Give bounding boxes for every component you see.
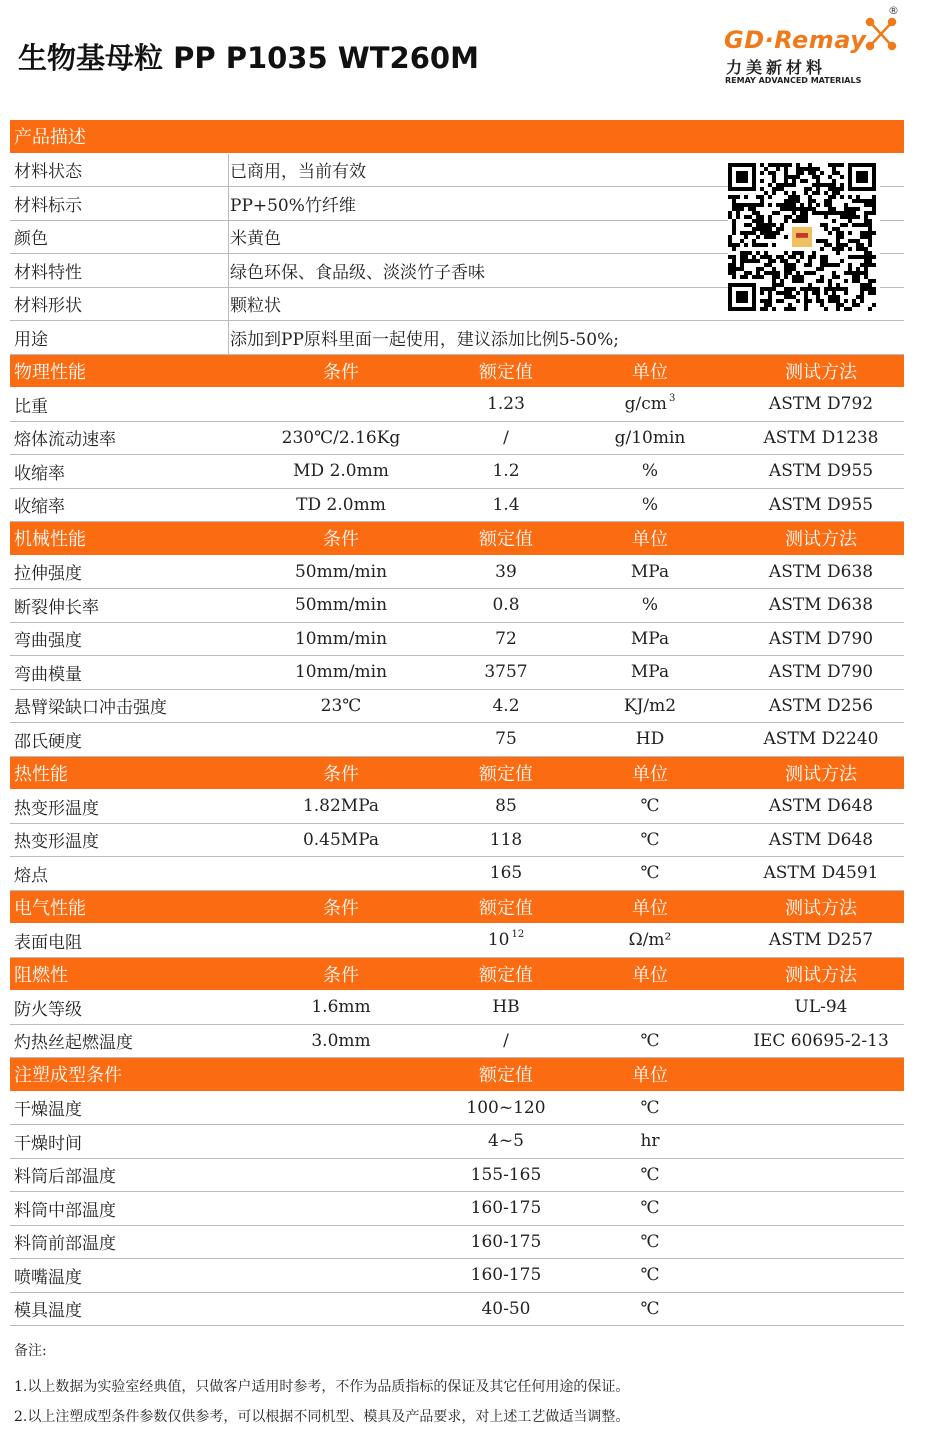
table-row bbox=[10, 1092, 904, 1126]
property-name: 热变形温度 bbox=[14, 798, 99, 819]
rated-value-text: 155-165 bbox=[470, 1164, 542, 1185]
section-header-description bbox=[10, 120, 904, 154]
rated-value bbox=[456, 455, 556, 488]
column-header-condition: 条件 bbox=[323, 763, 359, 785]
table-row bbox=[10, 857, 904, 891]
section-title: 注塑成型条件 bbox=[14, 1065, 122, 1087]
unit bbox=[580, 1025, 720, 1058]
unit bbox=[580, 1259, 720, 1292]
column-header-rated: 额定值 bbox=[479, 897, 533, 919]
table-row bbox=[10, 1226, 904, 1260]
table-row bbox=[10, 1259, 904, 1293]
property-name: 收缩率 bbox=[14, 497, 65, 518]
section-header-thermal bbox=[10, 757, 904, 791]
test-method: ASTM D1238 bbox=[763, 427, 879, 448]
column-divider bbox=[228, 187, 229, 220]
notes-heading: 备注: bbox=[14, 1343, 47, 1359]
rated-value-text: 118 bbox=[489, 829, 523, 850]
rated-value bbox=[456, 1192, 556, 1225]
test-method: ASTM D648 bbox=[768, 796, 874, 817]
unit bbox=[580, 455, 720, 488]
rated-value bbox=[456, 1159, 556, 1192]
unit-text: ℃ bbox=[640, 1097, 660, 1118]
column-header-rated: 额定值 bbox=[479, 361, 533, 383]
test-method: ASTM D790 bbox=[768, 662, 874, 683]
test-condition: 1.82MPa bbox=[302, 796, 380, 817]
property-name: 灼热丝起燃温度 bbox=[14, 1033, 133, 1054]
column-header-unit: 单位 bbox=[632, 763, 668, 785]
table-row bbox=[10, 790, 904, 824]
unit-text: MPa bbox=[630, 561, 670, 582]
property-label: 材料状态 bbox=[14, 162, 82, 183]
test-condition: 1.6mm bbox=[311, 997, 371, 1018]
unit bbox=[580, 857, 720, 890]
column-header-rated: 额定值 bbox=[479, 763, 533, 785]
unit-text: g/10min bbox=[614, 427, 686, 448]
unit bbox=[580, 1293, 720, 1326]
rated-value bbox=[456, 422, 556, 455]
table-row bbox=[10, 422, 904, 456]
rated-value bbox=[456, 623, 556, 656]
column-header-condition: 条件 bbox=[323, 529, 359, 551]
rated-value-text: HB bbox=[492, 997, 520, 1018]
table-row bbox=[10, 690, 904, 724]
property-name: 喷嘴温度 bbox=[14, 1267, 82, 1288]
rated-value-text: 85 bbox=[495, 796, 517, 817]
test-method: ASTM D2240 bbox=[763, 729, 879, 750]
note-line-1: 1.以上数据为实验室经典值，只做客户适用时参考，不作为品质指标的保证及其它任何用途的保证。 bbox=[14, 1379, 630, 1395]
test-method: ASTM D790 bbox=[768, 628, 874, 649]
rated-value bbox=[456, 589, 556, 622]
unit-text: ℃ bbox=[640, 796, 660, 817]
column-header-rated: 额定值 bbox=[479, 1065, 533, 1087]
test-condition bbox=[226, 924, 456, 957]
section-header-physical bbox=[10, 355, 904, 389]
property-name: 弯曲模量 bbox=[14, 664, 82, 685]
test-condition: TD 2.0mm bbox=[296, 494, 386, 515]
test-condition bbox=[226, 723, 456, 756]
unit bbox=[580, 824, 720, 857]
column-header-unit: 单位 bbox=[632, 529, 668, 551]
test-condition: 230℃/2.16Kg bbox=[281, 427, 401, 448]
column-divider bbox=[228, 288, 229, 321]
table-row bbox=[10, 455, 904, 489]
test-method: ASTM D955 bbox=[768, 461, 874, 482]
unit-text: Ω/m² bbox=[628, 930, 672, 951]
test-method: ASTM D955 bbox=[768, 494, 874, 515]
property-name: 比重 bbox=[14, 396, 48, 417]
rated-value bbox=[456, 1025, 556, 1058]
unit-text: % bbox=[641, 595, 659, 616]
section-header-electrical bbox=[10, 891, 904, 925]
qr-code bbox=[728, 163, 880, 311]
column-divider bbox=[228, 321, 229, 354]
column-header-unit: 单位 bbox=[632, 361, 668, 383]
unit-text: % bbox=[641, 461, 659, 482]
property-name: 拉伸强度 bbox=[14, 564, 82, 585]
rated-value-text: 160-175 bbox=[470, 1231, 542, 1252]
test-condition: 10mm/min bbox=[294, 662, 388, 683]
column-header-unit: 单位 bbox=[632, 897, 668, 919]
unit bbox=[580, 1125, 720, 1158]
test-method: ASTM D648 bbox=[768, 829, 874, 850]
unit bbox=[580, 723, 720, 756]
test-condition: 3.0mm bbox=[311, 1030, 371, 1051]
rated-value bbox=[456, 556, 556, 589]
registered-mark: ® bbox=[888, 4, 899, 17]
note-line-2: 2.以上注塑成型条件参数仅供参考，可以根据不同机型、模具及产品要求，对上述工艺做适当调整。 bbox=[14, 1409, 630, 1425]
rated-value bbox=[456, 1226, 556, 1259]
property-label: 材料标示 bbox=[14, 195, 82, 216]
rated-value-text: 165 bbox=[489, 863, 523, 884]
table-row bbox=[10, 556, 904, 590]
unit bbox=[580, 656, 720, 689]
test-condition bbox=[226, 388, 456, 421]
test-method: ASTM D257 bbox=[768, 930, 874, 951]
property-value: 绿色环保、食品级、淡淡竹子香味 bbox=[230, 262, 485, 283]
description-row bbox=[10, 321, 904, 355]
rated-value-text: 75 bbox=[495, 729, 517, 750]
test-condition: MD 2.0mm bbox=[293, 461, 389, 482]
property-name: 料筒前部温度 bbox=[14, 1234, 116, 1255]
unit bbox=[580, 489, 720, 522]
logo-chinese-name: 力美新材料 bbox=[726, 58, 827, 77]
logo-english-name: REMAY ADVANCED MATERIALS bbox=[725, 76, 862, 85]
unit-exponent: 3 bbox=[668, 392, 676, 404]
unit-text: MPa bbox=[630, 628, 670, 649]
unit bbox=[580, 690, 720, 723]
column-header-method: 测试方法 bbox=[785, 361, 857, 383]
table-row bbox=[10, 1293, 904, 1327]
section-header-mechanical bbox=[10, 522, 904, 556]
table-row bbox=[10, 388, 904, 422]
column-header-rated: 额定值 bbox=[479, 529, 533, 551]
rated-value bbox=[456, 790, 556, 823]
section-title: 机械性能 bbox=[14, 529, 86, 551]
table-row bbox=[10, 656, 904, 690]
unit-text: ℃ bbox=[640, 1265, 660, 1286]
rated-value bbox=[456, 857, 556, 890]
property-name: 邵氏硬度 bbox=[14, 731, 82, 752]
property-name: 表面电阻 bbox=[14, 932, 82, 953]
property-name: 料筒后部温度 bbox=[14, 1167, 116, 1188]
unit-text: KJ/m2 bbox=[623, 695, 677, 716]
rated-value bbox=[456, 1293, 556, 1326]
test-method: IEC 60695-2-13 bbox=[753, 1030, 889, 1051]
rated-value bbox=[456, 723, 556, 756]
property-name: 熔点 bbox=[14, 865, 48, 886]
rated-value bbox=[456, 824, 556, 857]
column-header-rated: 额定值 bbox=[479, 964, 533, 986]
property-value: 添加到PP原料里面一起使用，建议添加比例5-50%; bbox=[230, 329, 619, 350]
rated-value-text: 100~120 bbox=[466, 1097, 546, 1118]
test-method: ASTM D638 bbox=[768, 561, 874, 582]
property-name: 干燥时间 bbox=[14, 1133, 82, 1154]
column-header-method: 测试方法 bbox=[785, 964, 857, 986]
unit bbox=[580, 991, 720, 1024]
table-row bbox=[10, 991, 904, 1025]
logo-wordmark: GD·Remay bbox=[724, 26, 867, 54]
property-name: 悬臂梁缺口冲击强度 bbox=[14, 698, 167, 719]
rated-value-text: / bbox=[503, 427, 509, 448]
test-condition: 10mm/min bbox=[294, 628, 388, 649]
rated-value-text: 1.4 bbox=[492, 494, 520, 515]
table-row bbox=[10, 824, 904, 858]
rated-value bbox=[456, 1259, 556, 1292]
section-header-flame bbox=[10, 958, 904, 992]
property-name: 防火等级 bbox=[14, 999, 82, 1020]
property-label: 颜色 bbox=[14, 229, 48, 250]
property-label: 材料特性 bbox=[14, 262, 82, 283]
property-name: 热变形温度 bbox=[14, 832, 99, 853]
column-header-method: 测试方法 bbox=[785, 529, 857, 551]
property-value: 米黄色 bbox=[230, 229, 281, 250]
property-name: 料筒中部温度 bbox=[14, 1200, 116, 1221]
rated-value bbox=[456, 1125, 556, 1158]
unit-text: ℃ bbox=[640, 1164, 660, 1185]
unit bbox=[580, 623, 720, 656]
test-condition: 0.45MPa bbox=[302, 829, 380, 850]
section-title: 产品描述 bbox=[14, 127, 86, 149]
unit-text: ℃ bbox=[640, 829, 660, 850]
rated-value-exponent: 12 bbox=[511, 928, 525, 940]
property-name: 收缩率 bbox=[14, 463, 65, 484]
rated-value-text: 10 bbox=[487, 930, 510, 951]
unit bbox=[580, 388, 720, 421]
test-method: UL-94 bbox=[794, 997, 848, 1018]
unit bbox=[580, 589, 720, 622]
property-name: 模具温度 bbox=[14, 1301, 82, 1322]
property-name: 弯曲强度 bbox=[14, 631, 82, 652]
rated-value-text: 1.23 bbox=[487, 394, 525, 415]
section-title: 电气性能 bbox=[14, 897, 86, 919]
section-title: 热性能 bbox=[14, 763, 68, 785]
unit-text: ℃ bbox=[640, 863, 660, 884]
property-value: PP+50%竹纤维 bbox=[230, 195, 356, 216]
column-header-unit: 单位 bbox=[632, 964, 668, 986]
unit-text: ℃ bbox=[640, 1298, 660, 1319]
company-logo bbox=[718, 4, 908, 90]
table-row bbox=[10, 924, 904, 958]
test-method: ASTM D638 bbox=[768, 595, 874, 616]
section-title: 物理性能 bbox=[14, 361, 86, 383]
unit-text: MPa bbox=[630, 662, 670, 683]
test-method: ASTM D4591 bbox=[763, 863, 879, 884]
table-row bbox=[10, 489, 904, 523]
column-divider bbox=[228, 154, 229, 187]
property-label: 材料形状 bbox=[14, 296, 82, 317]
table-row bbox=[10, 1025, 904, 1059]
table-row bbox=[10, 1125, 904, 1159]
table-row bbox=[10, 589, 904, 623]
unit-text: ℃ bbox=[640, 1231, 660, 1252]
rated-value bbox=[456, 924, 556, 957]
unit bbox=[580, 924, 720, 957]
property-name: 断裂伸长率 bbox=[14, 597, 99, 618]
property-value: 颗粒状 bbox=[230, 296, 281, 317]
table-row bbox=[10, 623, 904, 657]
rated-value-text: 4.2 bbox=[492, 695, 520, 716]
rated-value bbox=[456, 489, 556, 522]
rated-value bbox=[456, 388, 556, 421]
rated-value bbox=[456, 690, 556, 723]
column-header-unit: 单位 bbox=[632, 1065, 668, 1087]
property-label: 用途 bbox=[14, 329, 48, 350]
unit bbox=[580, 1159, 720, 1192]
unit-text: HD bbox=[635, 729, 665, 750]
property-name: 干燥温度 bbox=[14, 1100, 82, 1121]
rated-value-text: 1.2 bbox=[492, 461, 520, 482]
column-divider bbox=[228, 221, 229, 254]
unit bbox=[580, 422, 720, 455]
rated-value-text: 4~5 bbox=[488, 1131, 524, 1152]
test-condition: 50mm/min bbox=[294, 561, 388, 582]
unit bbox=[580, 1226, 720, 1259]
column-header-condition: 条件 bbox=[323, 964, 359, 986]
property-name: 熔体流动速率 bbox=[14, 430, 116, 451]
logo-burst-icon bbox=[864, 14, 898, 54]
page-title: 生物基母粒 PP P1035 WT260M bbox=[18, 41, 479, 75]
rated-value-text: 40-50 bbox=[481, 1298, 531, 1319]
column-divider bbox=[228, 254, 229, 287]
unit-text: ℃ bbox=[640, 1030, 660, 1051]
column-header-condition: 条件 bbox=[323, 361, 359, 383]
rated-value-text: 3757 bbox=[484, 662, 528, 683]
rated-value-text: 39 bbox=[495, 561, 517, 582]
test-method: ASTM D256 bbox=[768, 695, 874, 716]
section-title: 阻燃性 bbox=[14, 964, 68, 986]
property-value: 已商用，当前有效 bbox=[230, 162, 366, 183]
test-condition: 23℃ bbox=[320, 695, 362, 716]
rated-value-text: / bbox=[503, 1030, 509, 1051]
rated-value bbox=[456, 991, 556, 1024]
table-row bbox=[10, 1159, 904, 1193]
qr-code-icon bbox=[728, 163, 876, 311]
rated-value-text: 160-175 bbox=[470, 1265, 542, 1286]
rated-value bbox=[456, 1092, 556, 1125]
test-condition: 50mm/min bbox=[294, 595, 388, 616]
column-header-method: 测试方法 bbox=[785, 897, 857, 919]
unit-text: hr bbox=[640, 1131, 660, 1152]
rated-value-text: 72 bbox=[495, 628, 517, 649]
rated-value bbox=[456, 656, 556, 689]
unit-text: ℃ bbox=[640, 1198, 660, 1219]
section-header-molding bbox=[10, 1058, 904, 1092]
table-row bbox=[10, 723, 904, 757]
unit bbox=[580, 1092, 720, 1125]
column-header-condition: 条件 bbox=[323, 897, 359, 919]
unit bbox=[580, 1192, 720, 1225]
rated-value-text: 0.8 bbox=[492, 595, 520, 616]
test-condition bbox=[226, 857, 456, 890]
column-header-method: 测试方法 bbox=[785, 763, 857, 785]
test-method: ASTM D792 bbox=[768, 394, 874, 415]
unit bbox=[580, 556, 720, 589]
unit-text: % bbox=[641, 494, 659, 515]
unit bbox=[580, 790, 720, 823]
unit-text: g/cm bbox=[624, 394, 667, 415]
rated-value-text: 160-175 bbox=[470, 1198, 542, 1219]
table-row bbox=[10, 1192, 904, 1226]
